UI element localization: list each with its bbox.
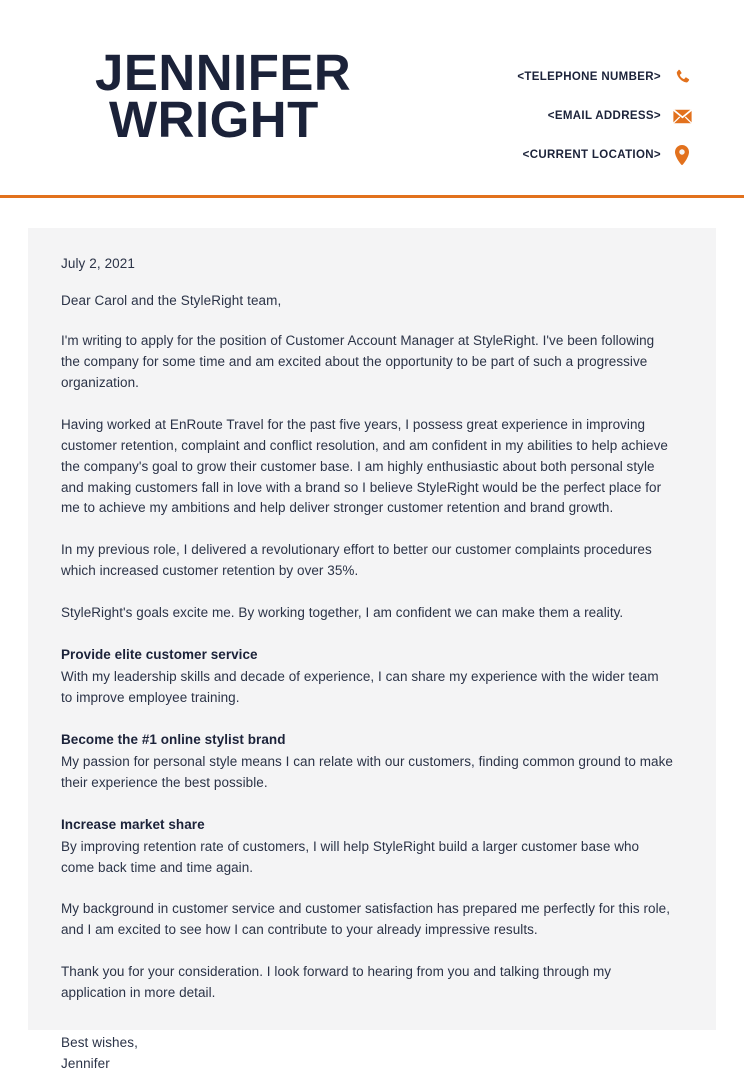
phone-icon: [672, 66, 692, 88]
letter-paragraph: Thank you for your consideration. I look forward to hearing from you and talking through my application in more detail.: [61, 964, 612, 1001]
location-pin-icon: [672, 144, 692, 166]
section-body: With my leadership skills and decade of experience, I can share my experience with the wider team to improve employee training.: [61, 669, 659, 705]
contact-label-location: <CURRENT LOCATION>: [522, 149, 661, 161]
contact-item-email[interactable]: [517, 105, 692, 127]
signoff-valediction: Best wishes,: [61, 1035, 138, 1051]
candidate-name: [95, 44, 352, 149]
contact-item-location[interactable]: [517, 144, 692, 166]
letter-section: [61, 645, 673, 709]
section-heading: Increase market share: [61, 816, 205, 832]
section-body: My passion for personal style means I can relate with our customers, finding common ground to make their experience the best possible.: [61, 753, 673, 790]
contact-details: [517, 66, 692, 166]
section-body: By improving retention rate of customers, I will help StyleRight build a larger customer base who come back time and time again.: [61, 838, 640, 875]
letter-date: July 2, 2021: [61, 256, 135, 271]
header-divider: [0, 195, 744, 198]
contact-label-telephone: <TELEPHONE NUMBER>: [517, 71, 661, 83]
candidate-first-name: JENNIFER: [95, 44, 352, 101]
letter-paragraph: In my previous role, I delivered a revolutionary effort to better our customer complaints procedures which increased customer retention by over 35%.: [61, 542, 652, 579]
letter-paragraph: I'm writing to apply for the position of Customer Account Manager at StyleRight. I've been following the company for some time and am excited about the opportunity to be part of such a progressive organization.: [61, 333, 655, 390]
contact-item-telephone[interactable]: [517, 66, 692, 88]
letter-body-panel: [28, 228, 716, 1072]
letter-paragraph: Having worked at EnRoute Travel for the past five years, I possess great experience in improving customer retention, complaint and conflict resolution, and am confident in my abilities to help achieve the company's goal to grow their customer base. I am highly enthusiastic about both personal style and making customers fall in love with a brand so I believe StyleRight would be the perfect place for me to achieve my ambitions and help deliver stronger customer retention and brand growth.: [61, 416, 668, 516]
contact-label-email: <EMAIL ADDRESS>: [547, 110, 661, 122]
letter-signoff: [61, 1033, 673, 1075]
letter-section: [61, 730, 673, 794]
letter-section: [61, 815, 673, 879]
letter-salutation: Dear Carol and the StyleRight team,: [61, 293, 282, 308]
letter-paragraph: My background in customer service and customer satisfaction has prepared me perfectly for this role, and I am excited to see how I can contribute to your already impressive results.: [61, 901, 671, 938]
letter-header: [0, 0, 744, 197]
section-heading: Become the #1 online stylist brand: [61, 731, 286, 747]
candidate-last-name: WRIGHT: [109, 91, 319, 149]
section-heading: Provide elite customer service: [61, 647, 258, 663]
letter-paragraph: StyleRight's goals excite me. By working together, I am confident we can make them a reality.: [61, 605, 624, 621]
envelope-icon: [672, 105, 692, 127]
signoff-signature: Jennifer: [61, 1056, 110, 1072]
